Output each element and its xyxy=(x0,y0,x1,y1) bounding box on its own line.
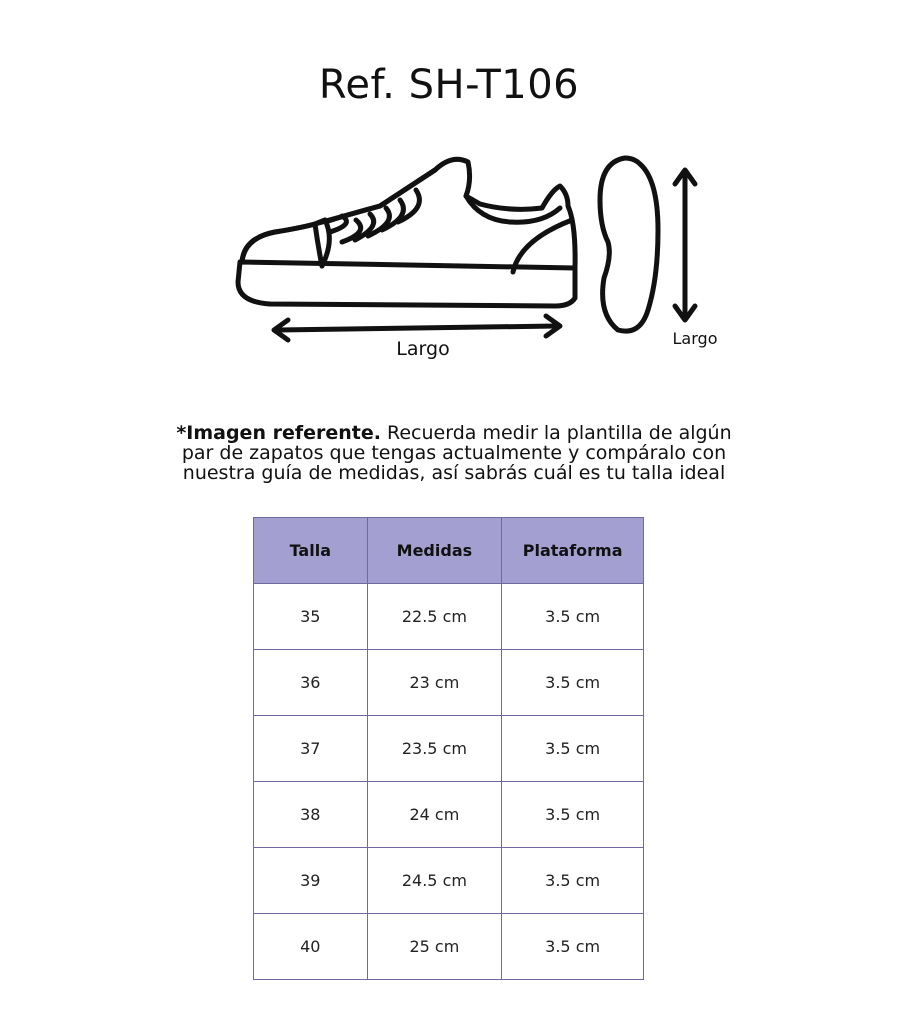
cell-medidas: 23 cm xyxy=(367,650,502,716)
shoe-measure-illustration xyxy=(230,150,730,370)
table-row xyxy=(254,716,644,782)
table-row xyxy=(254,914,644,980)
cell-plataforma: 3.5 cm xyxy=(502,914,644,980)
cell-plataforma: 3.5 cm xyxy=(502,650,644,716)
cell-plataforma: 3.5 cm xyxy=(502,716,644,782)
table-row xyxy=(254,782,644,848)
note-text: Recuerda medir la plantilla de algún par de zapatos que tengas actualmente y compáralo con nuestra guía de medidas, así sabrás cuál es tu talla ideal xyxy=(181,422,732,484)
cell-medidas: 23.5 cm xyxy=(367,716,502,782)
size-chart-table xyxy=(253,517,644,980)
cell-talla: 40 xyxy=(254,914,368,980)
cell-medidas: 22.5 cm xyxy=(367,584,502,650)
page-title: Ref. SH-T106 xyxy=(318,62,580,108)
reference-note xyxy=(170,423,738,483)
note-bold: *Imagen referente. xyxy=(176,422,381,444)
table-header-row xyxy=(254,518,644,584)
cell-talla: 39 xyxy=(254,848,368,914)
header-medidas: Medidas xyxy=(367,518,502,584)
cell-medidas: 24.5 cm xyxy=(367,848,502,914)
table-row xyxy=(254,848,644,914)
shoe-length-label: Largo xyxy=(396,338,450,360)
cell-talla: 35 xyxy=(254,584,368,650)
cell-talla: 37 xyxy=(254,716,368,782)
cell-medidas: 25 cm xyxy=(367,914,502,980)
table-row xyxy=(254,650,644,716)
cell-plataforma: 3.5 cm xyxy=(502,848,644,914)
header-plataforma: Plataforma xyxy=(502,518,644,584)
cell-medidas: 24 cm xyxy=(367,782,502,848)
shoe-diagram xyxy=(230,150,730,370)
insole-icon xyxy=(600,158,658,331)
cell-talla: 36 xyxy=(254,650,368,716)
cell-plataforma: 3.5 cm xyxy=(502,584,644,650)
cell-talla: 38 xyxy=(254,782,368,848)
header-talla: Talla xyxy=(254,518,368,584)
table-row xyxy=(254,584,644,650)
shoe-sole-icon xyxy=(238,262,575,306)
insole-length-label: Largo xyxy=(672,329,718,348)
cell-plataforma: 3.5 cm xyxy=(502,782,644,848)
